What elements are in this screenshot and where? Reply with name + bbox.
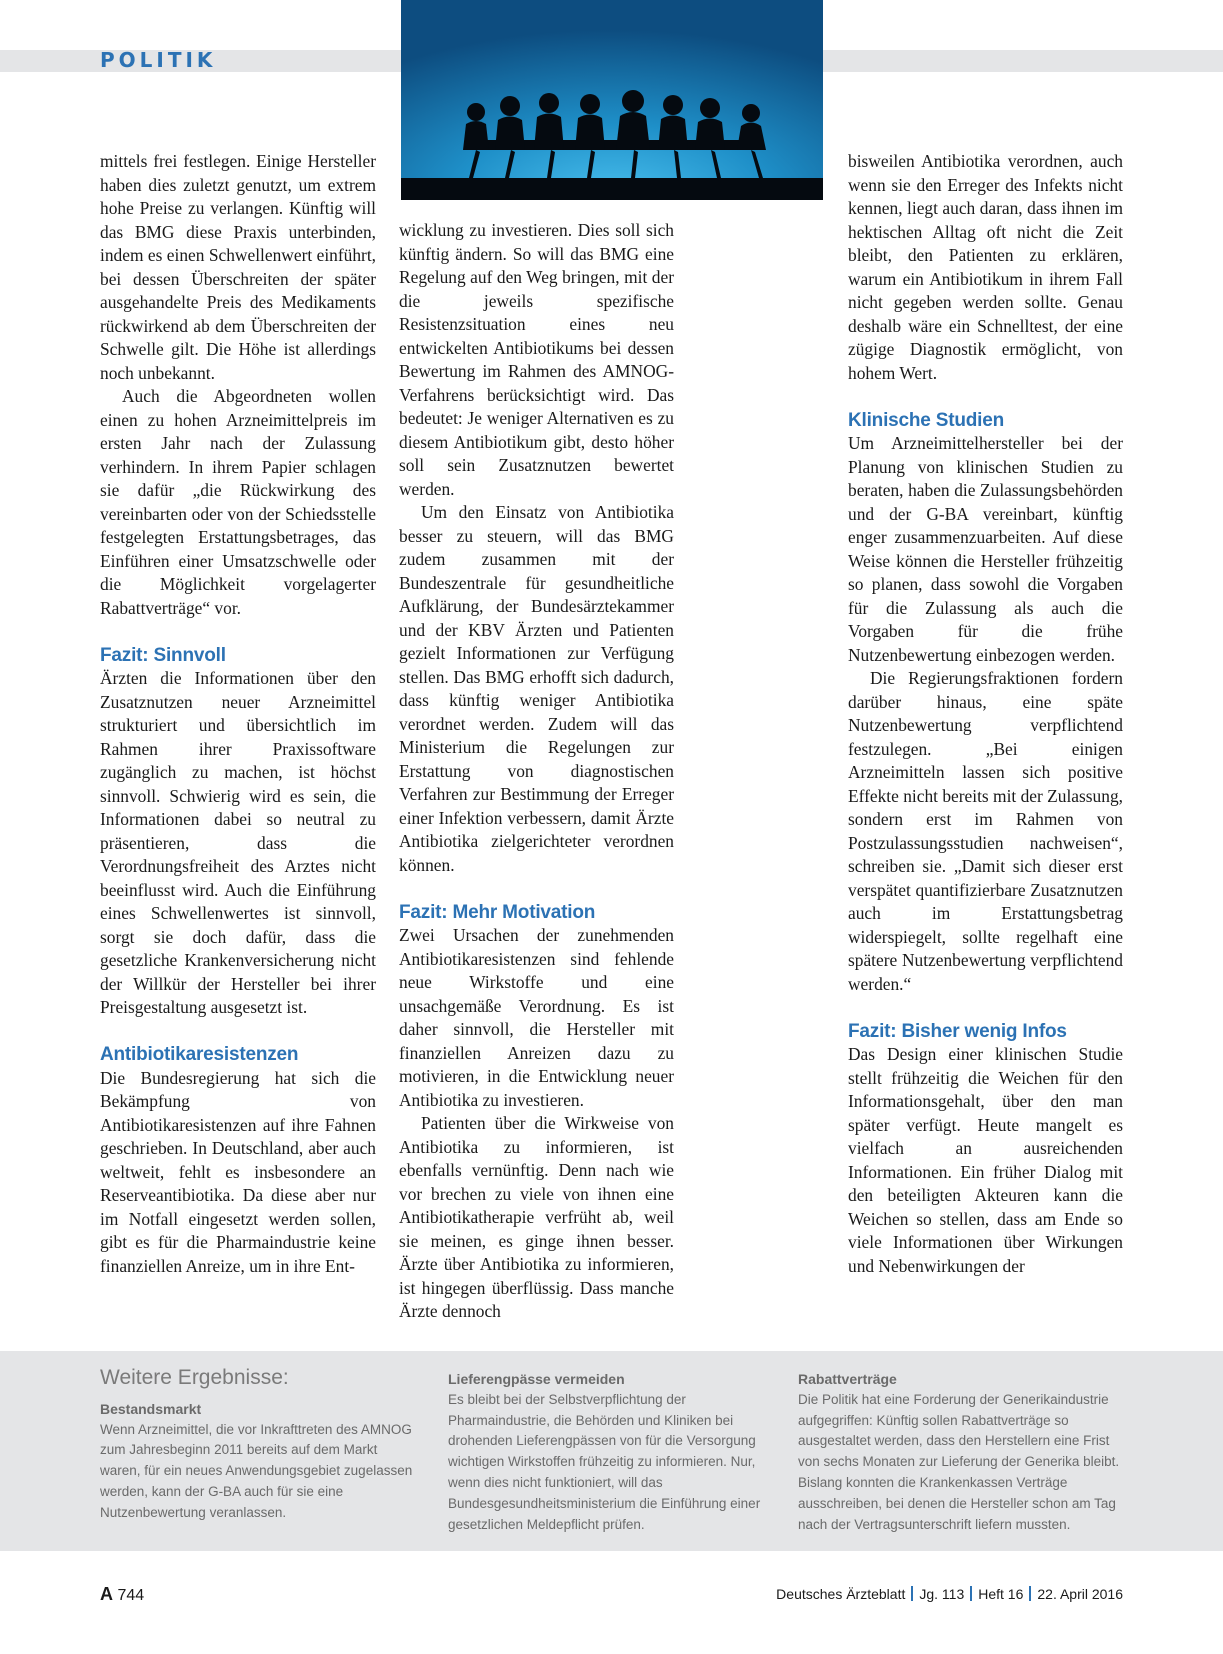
silhouette-meeting-photo [401, 0, 823, 200]
paragraph: Zwei Ursachen der zunehmenden Antibiotikaresistenzen sind fehlende neue Wirkstoffe und eine unsachgemäße Verordnung. Es ist daher sinnvoll, die Hersteller mit finanziellen Anreizen dazu zu motivieren, in die Entwicklung neuer Antibiotika zu investieren. [399, 925, 674, 1110]
separator [911, 1586, 913, 1601]
publication-name: Deutsches Ärzteblatt [776, 1586, 906, 1602]
header-band-right [823, 50, 1223, 72]
photo-illustration [401, 0, 823, 200]
page-number-value: 744 [117, 1587, 145, 1604]
paragraph: Das Design einer klinischen Studie stellt frühzeitig die Weichen für den Informationsgehalt, über den man später verfügt. Heute mangelt es vielfach an ausreichenden Informationen. Ein früher Dialog mit den beteiligten Akteuren kann die Weichen so stellen, dass am Ende so viele Informationen über Wirkungen und Nebenwirkungen der [848, 1044, 1123, 1276]
box-heading: Rabattverträge [798, 1371, 897, 1387]
box-column-lieferengpaesse [448, 1369, 776, 1535]
article-column-2 [399, 219, 674, 1324]
subheading: Fazit: Mehr Motivation [399, 901, 596, 923]
separator [970, 1586, 972, 1601]
paragraph: bisweilen Antibiotika verordnen, auch wenn sie den Erreger des Infekts nicht kennen, liegt auch daran, dass ihnen im hektischen Alltag oft nicht die Zeit bleibt, den Patienten zu erklären, warum ein Antibiotikum in ihrem Fall nicht gegeben werden sollte. Genau deshalb wäre ein Schnelltest, der eine zügige Diagnostik ermöglicht, von hohem Wert. [848, 151, 1123, 383]
subheading: Fazit: Bisher wenig Infos [848, 1020, 1067, 1042]
publication-volume: Jg. 113 [919, 1586, 965, 1602]
publication-date: 22. April 2016 [1037, 1586, 1123, 1602]
paragraph: Ärzten die Informationen über den Zusatznutzen neuer Arzneimittel strukturiert und übersichtlich im Rahmen ihrer Praxissoftware zugänglich zu machen, ist höchst sinnvoll. Schwierig wird es sein, die Informationen dabei so neutral zu präsentieren, dass die Verordnungsfreiheit des Arztes nicht beeinflusst wird. Auch die Einführung eines Schwellenwertes ist sinnvoll, sorgt sie doch dafür, dass die gesetzliche Krankenversicherung nicht der Willkür der Hersteller bei ihrer Preisgestaltung ausgesetzt ist. [100, 668, 376, 1017]
paragraph: Um Arzneimittelhersteller bei der Planung von klinischen Studien zu beraten, haben die Zulassungsbehörden und der G-BA vereinbart, künftig enger zusammenzuarbeiten. Auf diese Weise können die Hersteller frühzeitig so planen, dass sowohl die Vorgaben für die Zulassung als auch die Vorgaben für die frühe Nutzenbewertung einbezogen werden. [848, 433, 1123, 665]
publication-info [776, 1586, 1123, 1602]
subheading: Klinische Studien [848, 409, 1005, 431]
subheading: Antibiotikaresistenzen [100, 1044, 299, 1065]
paragraph: Um den Einsatz von Antibiotika besser zu steuern, will das BMG zudem zusammen mit der Bundeszentrale für gesundheitliche Aufklärung, der Bundesärztekammer und der KBV Ärzten und Patienten gezielt Informationen zur Verfügung stellen. Das BMG erhofft sich dadurch, dass künftig weniger Antibiotika verordnet werden. Zudem will das Ministerium die Regelungen zur Erstattung von diagnostischen Verfahren zur Bestimmung der Erreger einer Infektion verbessern, damit Ärzte Antibiotika zielgerichteter verordnen können. [399, 502, 674, 875]
box-text: Es bleibt bei der Selbstverpflichtung der Pharmaindustrie, die Behörden und Kliniken bei drohenden Lieferengpässen von für die Versorgung wichtigen Wirkstoffen frühzeitig zu informieren. Nur, wenn dies nicht funktioniert, will das Bundesgesundheitsministerium die Einführung einer gesetzlichen Meldepflicht prüfen. [448, 1391, 761, 1532]
box-title: Weitere Ergebnisse: [100, 1366, 289, 1389]
box-column-bestandsmarkt [100, 1368, 420, 1524]
section-label: POLITIK [100, 48, 217, 72]
box-text: Die Politik hat eine Forderung der Generikaindustrie aufgegriffen: Künftig sollen Rabattverträge so ausgestaltet werden, dass den Herstellern eine Frist von sechs Monaten zur Lieferung der Generika bleibt. Bislang konnten die Krankenkassen Verträge ausschreiben, bei denen die Hersteller schon am Tag nach der Vertragsunterschrift liefern mussten. [798, 1391, 1120, 1532]
paragraph: Auch die Abgeordneten wollen einen zu hohen Arzneimittelpreis im ersten Jahr nach der Zulassung verhindern. In ihrem Papier schlagen sie dafür „die Rückwirkung des vereinbarten oder von der Schiedsstelle festgelegten Erstattungsbetrages, das Einführen einer Umsatzschwelle oder die Möglichkeit vorgelagerter Rabattverträge“ vor. [100, 386, 376, 618]
page-letter: A [100, 1584, 113, 1604]
paragraph: Patienten über die Wirkweise von Antibiotika zu informieren, ist ebenfalls vernünftig. Denn nach wie vor brechen zu viele von ihnen eine Antibiotikatherapie verfrüht ab, weil sie meinen, es ginge ihnen besser. Ärzte über Antibiotika zu informieren, ist hingegen überflüssig. Dass manche Ärzte dennoch [399, 1113, 674, 1321]
subheading: Fazit: Sinnvoll [100, 644, 226, 666]
paragraph: wicklung zu investieren. Dies soll sich künftig ändern. So will das BMG eine Regelung auf den Weg bringen, mit der die jeweils spezifische Resistenzsituation eines neu entwickelten Antibiotikums bei dessen Bewertung im Rahmen des AMNOG-Verfahrens berücksichtigt wird. Das bedeutet: Je weniger Alternativen es zu diesem Antibiotikum gibt, desto höher soll sein Zusatznutzen bewertet werden. [399, 220, 674, 499]
paragraph: Die Regierungsfraktionen fordern darüber hinaus, eine späte Nutzenbewertung verpflichtend festzulegen. „Bei einigen Arzneimitteln lassen sich positive Effekte nicht bereits mit der Zulassung, sondern erst im Rahmen von Postzulassungsstudien nachweisen“, schreiben sie. „Damit sich dieser erst verspätet quantifizierbare Zusatznutzen auch im Erstattungsbetrag widerspiegelt, sollte regelhaft eine spätere Nutzenbewertung verpflichtend werden.“ [848, 668, 1123, 994]
publication-issue: Heft 16 [978, 1586, 1024, 1602]
paragraph: mittels frei festlegen. Einige Hersteller haben dies zuletzt genutzt, um extrem hohe Preise zu verlangen. Künftig will das BMG diese Praxis unterbinden, indem es einen Schwellenwert einführt, bei dessen Überschreiten der später ausgehandelte Preis des Medikaments rückwirkend ab dem Überschreiten der Schwelle gilt. Die Höhe ist allerdings noch unbekannt. [100, 151, 376, 383]
box-column-rabattvertraege [798, 1369, 1120, 1535]
box-heading: Lieferengpässe vermeiden [448, 1371, 625, 1387]
page-number [100, 1584, 144, 1605]
box-heading: Bestandsmarkt [100, 1400, 202, 1417]
article-column-1 [100, 150, 376, 1278]
article-column-3 [848, 150, 1123, 1278]
separator [1029, 1586, 1031, 1601]
paragraph: Die Bundesregierung hat sich die Bekämpfung von Antibiotikaresistenzen auf ihre Fahnen geschrieben. In Deutschland, aber auch weltweit, fehlt es insbesondere an Reserveantibiotika. Da diese aber nur im Notfall eingesetzt werden sollen, gibt es für die Pharmaindustrie keine finanziellen Anreize, um in ihre Ent- [100, 1067, 376, 1276]
box-text: Wenn Arzneimittel, die vor Inkrafttreten des AMNOG zum Jahresbeginn 2011 bereits auf dem Markt waren, für ein neues Anwendungsgebiet zugelassen werden, kann der G-BA auch für sie eine Nutzenbewertung veranlassen. [100, 1421, 413, 1520]
